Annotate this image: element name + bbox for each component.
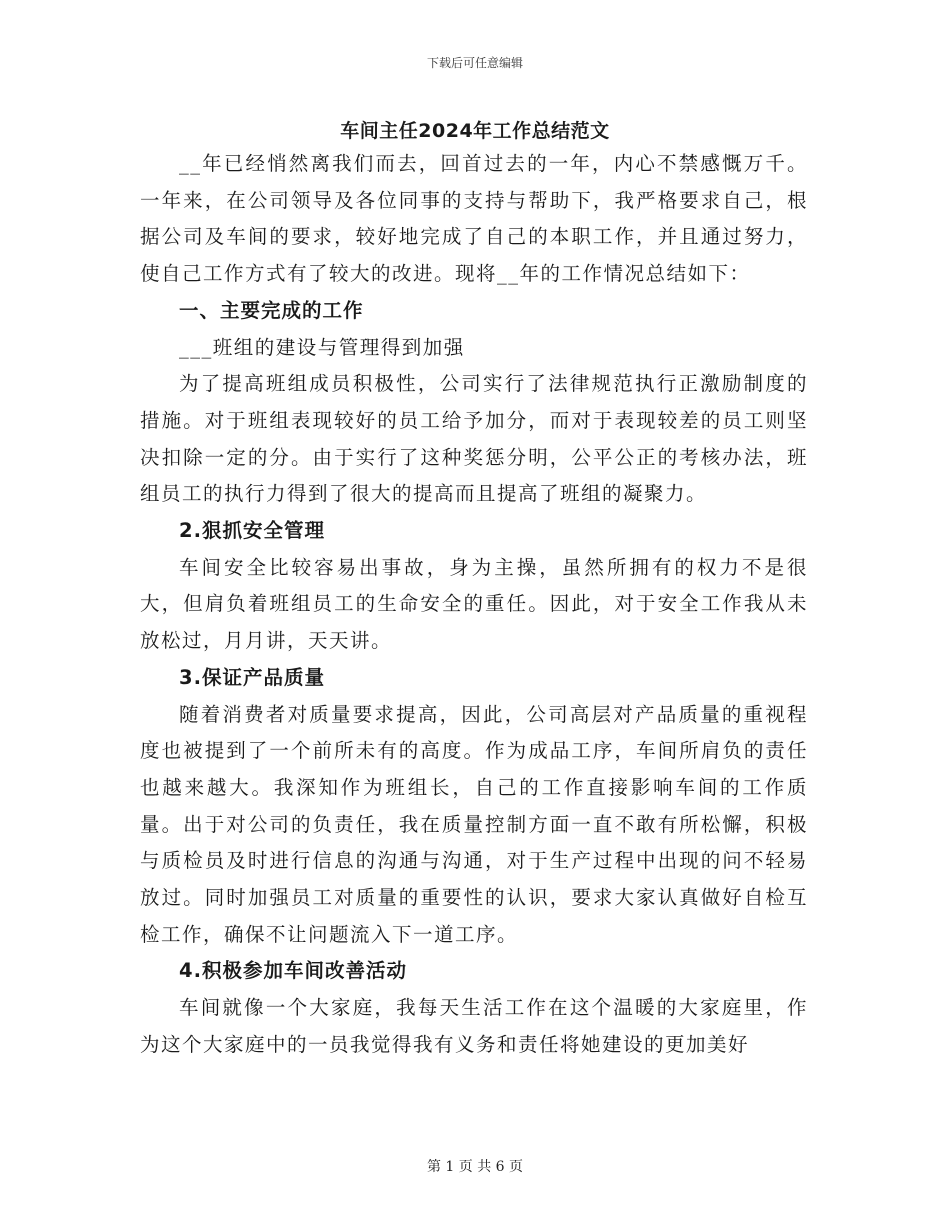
paragraph-safety: 车间安全比较容易出事故，身为主操，虽然所拥有的权力不是很大，但肩负着班组员工的生命安全的重任。因此，对于安全工作我从未放松过，月月讲，天天讲。 [140, 555, 808, 653]
subsection-team-building: ___班组的建设与管理得到加强 [179, 335, 465, 359]
section-heading-safety: 2.狠抓安全管理 [179, 519, 325, 543]
intro-paragraph: __年已经悄然离我们而去，回首过去的一年，内心不禁感慨万千。一年来，在公司领导及各位同事的支持与帮助下，我严格要求自己，根据公司及车间的要求，较好地完成了自己的本职工作，并且通过努力，使自己工作方式有了较大的改进。现将__年的工作情况总结如下： [140, 152, 808, 286]
page-footer: 第 1 页 共 6 页 [426, 1159, 524, 1175]
section-heading-improvement: 4.积极参加车间改善活动 [179, 959, 407, 983]
paragraph-quality: 随着消费者对质量要求提高，因此，公司高层对产品质量的重视程度也被提到了一个前所未有的高度。作为成品工序，车间所肩负的责任也越来越大。我深知作为班组长，自己的工作直接影响车间的工作质量。出于对公司的负责任，我在质量控制方面一直不敢有所松懈，积极与质检员及时进行信息的沟通与沟通，对于生产过程中出现的问不轻易放过。同时加强员工对质量的重要性的认识，要求大家认真做好自检互检工作，确保不让问题流入下一道工序。 [140, 702, 808, 946]
paragraph-improvement: 车间就像一个大家庭，我每天生活工作在这个温暖的大家庭里，作为这个大家庭中的一员我觉得我有义务和责任将她建设的更加美好 [140, 996, 808, 1056]
header-note: 下载后可任意编辑 [426, 56, 523, 70]
document-body [140, 146, 808, 1064]
section-heading-quality: 3.保证产品质量 [179, 665, 325, 689]
document-title: 车间主任2024年工作总结范文 [340, 120, 610, 142]
paragraph-team-building: 为了提高班组成员积极性，公司实行了法律规范执行正激励制度的措施。对于班组表现较好的员工给予加分，而对于表现较差的员工则坚决扣除一定的分。由于实行了这种奖惩分明，公平公正的考核办法，班组员工的执行力得到了很大的提高而且提高了班组的凝聚力。 [140, 372, 808, 506]
section-heading-main-work: 一、主要完成的工作 [179, 298, 364, 322]
